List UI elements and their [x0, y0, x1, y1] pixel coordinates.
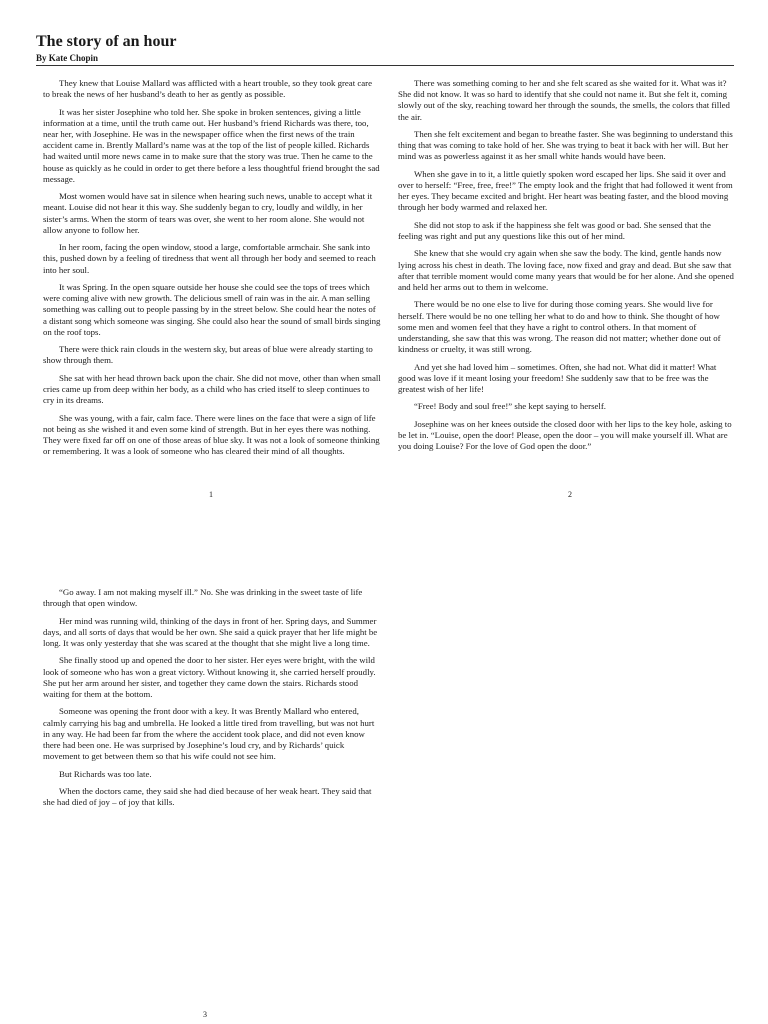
paragraph: She did not stop to ask if the happiness she felt was good or bad. She sensed that the feeling was right and put any questions like this out of her mind. — [398, 219, 711, 241]
page-1-text — [43, 78, 381, 464]
paragraph: It was Spring. In the open square outside her house she could see the tops of trees which were coming alive with new growth. The delicious smell of rain was in the air. A man selling something was calling out to people passing by in the street below. She could hear the notes of a distant song which someone was singing. She could also hear the sound of small birds singing on the roof tops. — [43, 282, 381, 337]
page-number: 2 — [568, 490, 572, 499]
paragraph: “Go away. I am not making myself ill.” No. She was drinking in the sweet taste of life through that open window. — [43, 587, 363, 609]
paragraph: They knew that Louise Mallard was afflicted with a heart trouble, so they took great care to break the news of her husband’s death to her as gently as possible. — [43, 78, 372, 100]
paragraph: She knew that she would cry again when she saw the body. The kind, gentle hands now lying across his chest in death. The loving face, now fixed and gray and dead. But she saw that after that terrible moment would come many years that would be for her alone. And she opened and held her arms out to them in welcome. — [398, 248, 734, 292]
page-number: 1 — [209, 490, 213, 499]
page-number: 3 — [203, 1010, 207, 1019]
paragraph: She finally stood up and opened the door to her sister. Her eyes were bright, with the wild look of someone who has won a great victory. Without knowing it, she carried herself proudly. She put her arm around her sister, and together they came down the stairs. Richards stood waiting for them at the bottom. — [43, 655, 376, 699]
paragraph: It was her sister Josephine who told her. She spoke in broken sentences, giving a little information at a time, until the truth came out. Her husband’s friend Richards was there, too, near her, with Josephine. He was in the newspaper office when the first news of the train accident came in. Brently Mallard’s name was at the top of the list of people killed. Richards had waited until more news came in to make sure that the story was true. Then he came to the house as quickly as he could in order to get there before a less thoughtful friend brought the sad message. — [43, 106, 380, 184]
paragraph: But Richards was too late. — [59, 768, 152, 779]
document-title: The story of an hour — [36, 33, 177, 50]
page-3-text — [43, 587, 381, 815]
paragraph: There would be no one else to live for during those coming years. She would live for herself. There would be no one telling her what to do and how to think. She thought of how some men and women feel that they have a right to control others. In that moment of understanding, she saw that this was wrong. The reason did not matter; whether done out of kindness or cruelty, it was still wrong. — [398, 299, 721, 355]
paragraph: She sat with her head thrown back upon the chair. She did not move, other than when small cries came up from deep within her body, as a child who has cried itself to sleep continues to cry in its dreams. — [43, 372, 381, 406]
author-byline: By Kate Chopin — [36, 53, 99, 63]
paragraph: Most women would have sat in silence when hearing such news, unable to accept what it meant. Louise did not hear it this way. She suddenly began to cry, loudly and wildly, in her sister’s arms. When the storm of tears was over, she went to her room alone. She would not allow anyone to follow her. — [43, 191, 373, 235]
paragraph: And yet she had loved him – sometimes. Often, she had not. What did it matter! What good was love if it meant losing your freedom! She suddenly saw that to be free was the greatest wish of her life! — [398, 361, 717, 394]
paragraph: There was something coming to her and she felt scared as she waited for it. What was it? She did not know. It was so hard to identify that she could not name it. But she felt it, coming slowly out of the sky, reaching toward her through the sounds, the smells, the colors that filled the air. — [398, 78, 730, 122]
paragraph: Then she felt excitement and began to breathe faster. She was beginning to understand this thing that was coming to take hold of her. She was trying to beat it back with her will. But her mind was as powerless against it as her small white hands would have been. — [398, 129, 733, 162]
paragraph: Someone was opening the front door with a key. It was Brently Mallard who entered, calmly carrying his bag and umbrella. He looked a little tired from travelling, but was not hurt in any way. He had been far from the where the accident took place, and did not even know there had been one. He was surprised by Josephine’s loud cry, and by Richards’ quick movement to get between them so that his wife could not see him. — [43, 706, 375, 762]
document-header — [36, 33, 734, 64]
paragraph: When she gave in to it, a little quietly spoken word escaped her lips. She said it over and over to herself: “Free, free, free!” The empty look and the fright that had followed it went from her eyes. They became excited and bright. Her heart was beating faster, and the blood moving through her body warmed and relaxed her. — [398, 168, 733, 213]
paragraph: In her room, facing the open window, stood a large, comfortable armchair. She sank into this, pushed down by a feeling of tiredness that went all through her body and seemed to reach into her soul. — [43, 242, 376, 275]
paragraph: Josephine was on her knees outside the closed door with her lips to the key hole, asking to be let in. “Louise, open the door! Please, open the door – you will make yourself ill. What are you doing Louise? For the love of God open the door.” — [398, 418, 732, 452]
header-divider — [36, 65, 734, 66]
paragraph: She was young, with a fair, calm face. There were lines on the face that were a sign of life not being as she wished it and even some kind of strength. But in her eyes there was nothing. They were fixed far off on one of those areas of blue sky. It was not a look of someone thinking or remembering. It was a look of someone who has cleared their mind of all thoughts. — [43, 412, 380, 457]
paragraph: Her mind was running wild, thinking of the days in front of her. Spring days, and Summer days, and all sorts of days that would be her own. She said a quick prayer that her life might be long. It was only yesterday that she was scared at the thought that she might live a long time. — [43, 615, 378, 648]
paragraph: “Free! Body and soul free!” she kept saying to herself. — [414, 401, 607, 412]
paragraph: There were thick rain clouds in the western sky, but areas of blue were already starting to show through them. — [43, 344, 373, 366]
page-2-text — [398, 78, 736, 459]
paragraph: When the doctors came, they said she had died because of her weak heart. They said that she had died of joy – of joy that kills. — [43, 785, 372, 808]
